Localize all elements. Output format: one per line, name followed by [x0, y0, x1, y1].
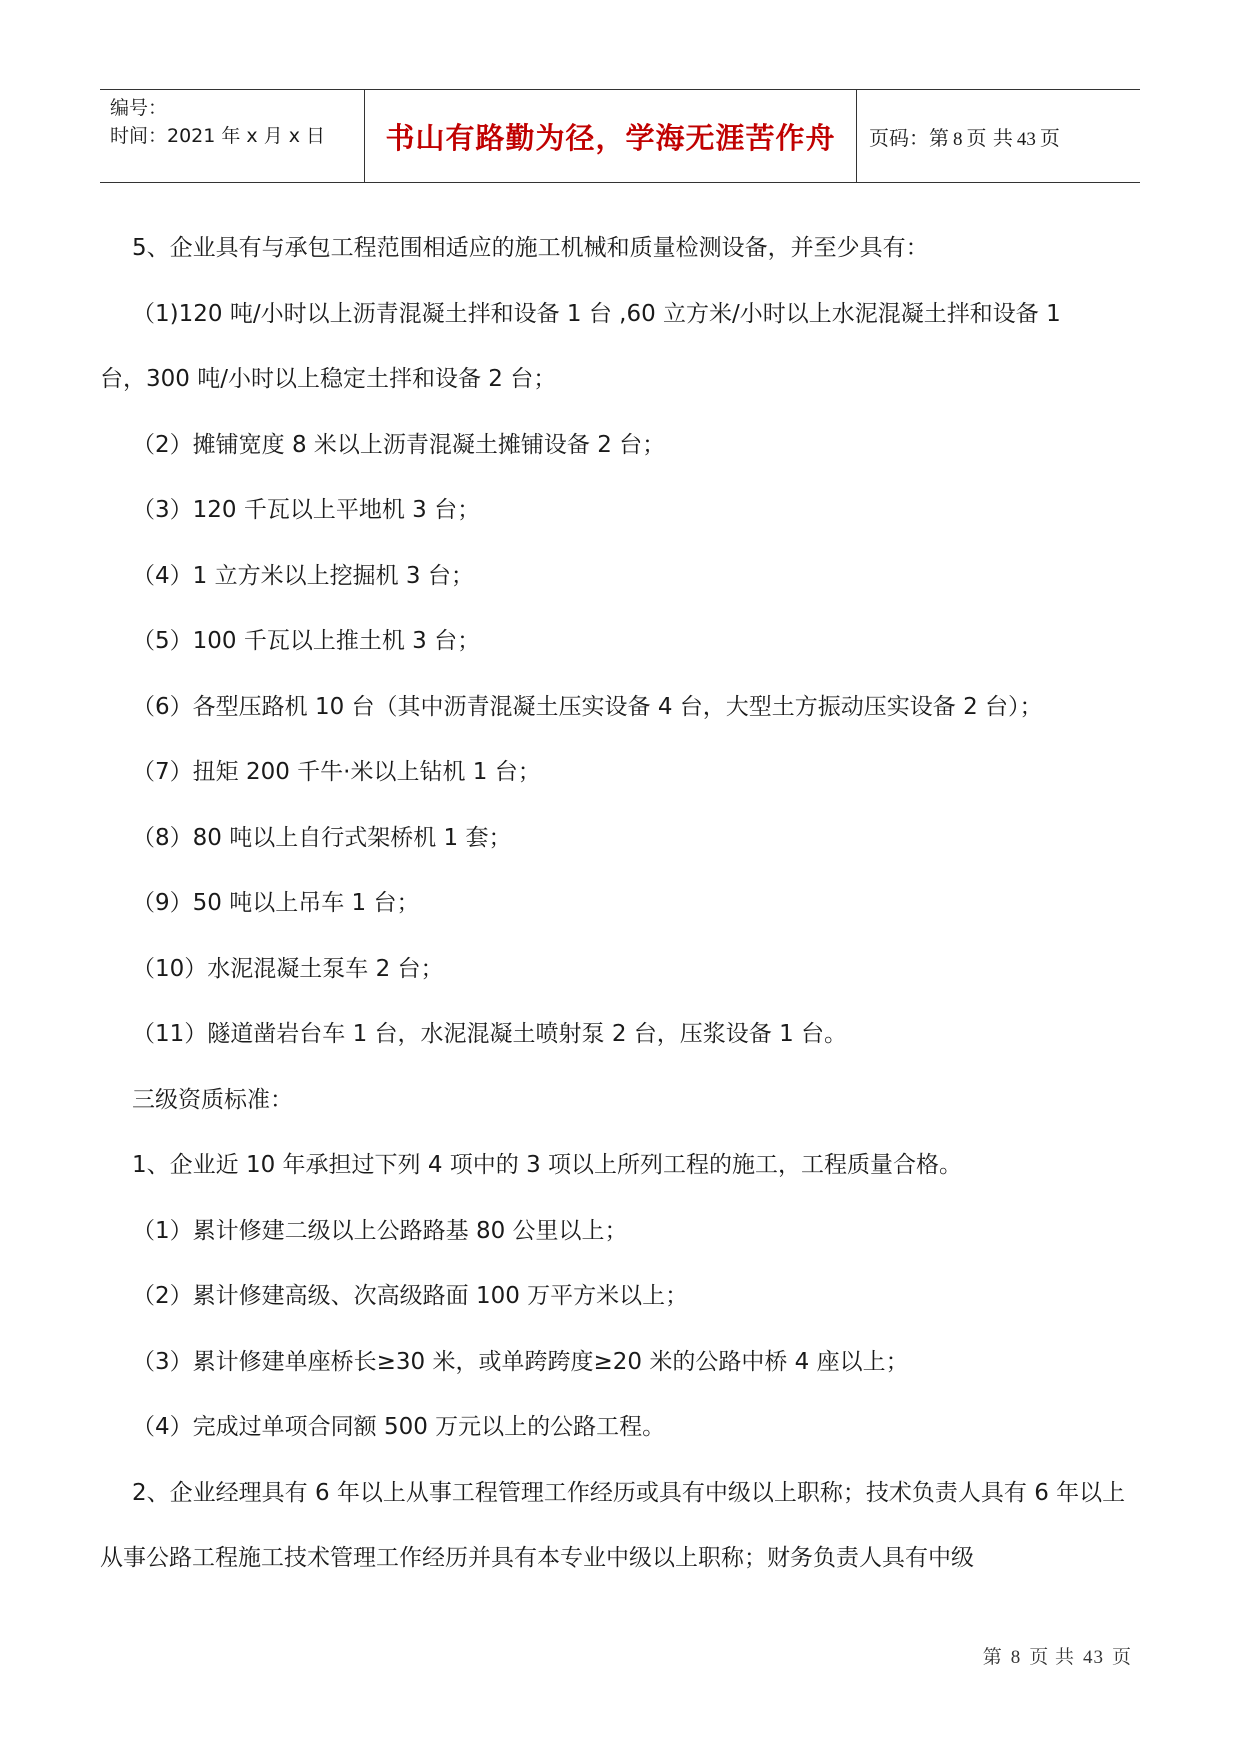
footer-page-prefix: 第 [982, 1647, 1003, 1668]
paragraph: （1）累计修建二级以上公路路基 80 公里以上； [132, 1217, 628, 1244]
header-page-number [869, 122, 1060, 151]
page-footer [983, 1642, 1140, 1669]
header-motto-cell [365, 90, 857, 182]
document-body [100, 216, 1140, 1592]
page-header [100, 89, 1140, 183]
paragraph: 2、企业经理具有 6 年以上从事工程管理工作经历或具有中级以上职称；技术负责人具有 6 年以上从事公路工程施工技术管理工作经历并具有本专业中级以上职称；财务负责人具有中级 [100, 1479, 1126, 1571]
footer-page-suffix: 页 [1111, 1647, 1132, 1668]
paragraph: （2）摊铺宽度 8 米以上沥青混凝土摊铺设备 2 台； [132, 431, 666, 458]
header-page-suffix: 页 [1039, 125, 1060, 150]
paragraph: （7）扭矩 200 千牛·米以上钻机 1 台； [132, 759, 541, 785]
header-meta-cell [100, 90, 365, 182]
header-page-current: 8 [953, 128, 963, 150]
paragraph: （9）50 吨以上吊车 1 台； [132, 890, 420, 916]
paragraph: （2）累计修建高级、次高级路面 100 万平方米以上； [132, 1283, 689, 1309]
section-heading: 三级资质标准： [132, 1086, 293, 1113]
paragraph: （4）完成过单项合同额 500 万元以上的公路工程。 [132, 1414, 666, 1440]
paragraph: （5）100 千瓦以上推土机 3 台； [132, 628, 481, 654]
header-page-middle: 页 共 [966, 125, 1013, 150]
paragraph: 台，300 吨/小时以上稳定土拌和设备 2 台； [100, 366, 557, 392]
paragraph: （1)120 吨/小时以上沥青混凝土拌和设备 1 台 ,60 立方米/小时以上水泥混凝土拌和设备 1 [132, 300, 1061, 327]
paragraph: 1、企业近 10 年承担过下列 4 项中的 3 项以上所列工程的施工，工程质量合格。 [132, 1152, 963, 1178]
header-motto: 书山有路勤为径，学海无涯苦作舟 [385, 120, 836, 155]
footer-page-current: 8 [1010, 1647, 1022, 1668]
header-page-cell [857, 90, 1140, 182]
header-page-prefix: 页码：第 [869, 125, 949, 150]
paragraph: （4）1 立方米以上挖掘机 3 台； [132, 562, 474, 589]
paragraph: （3）120 千瓦以上平地机 3 台； [132, 497, 481, 523]
paragraph: （8）80 吨以上自行式架桥机 1 套； [132, 824, 512, 851]
header-page-total: 43 [1016, 128, 1036, 150]
footer-page-total: 43 [1082, 1647, 1104, 1668]
paragraph: （3）累计修建单座桥长≥30 米，或单跨跨度≥20 米的公路中桥 4 座以上； [132, 1348, 909, 1375]
paragraph: （11）隧道凿岩台车 1 台，水泥混凝土喷射泵 2 台，压浆设备 1 台。 [132, 1021, 848, 1047]
footer-page-middle: 页 共 [1029, 1647, 1075, 1668]
paragraph: （6）各型压路机 10 台（其中沥青混凝土压实设备 4 台，大型土方振动压实设备 2 台）； [132, 693, 1043, 720]
document-time-label: 时间：2021 年 x 月 x 日 [110, 125, 326, 147]
document-number-label: 编号： [110, 97, 168, 119]
paragraph: （10）水泥混凝土泵车 2 台； [132, 955, 444, 982]
paragraph: 5、企业具有与承包工程范围相适应的施工机械和质量检测设备，并至少具有： [132, 235, 929, 261]
